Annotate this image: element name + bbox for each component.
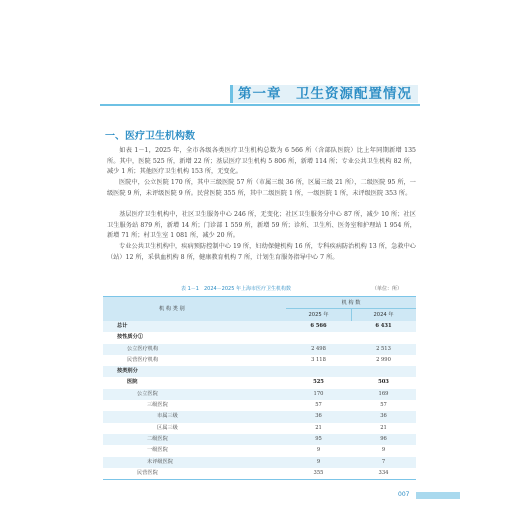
- paragraph-4: 专业公共卫生机构中，疾病预防控制中心 19 所，妇幼保健机构 16 所，专科疾病防治机构 13 所，急救中心（站）12 所，采供血机构 8 所，健康教育机构 7 所，计划生育服务指导中心 7 所。: [107, 243, 416, 261]
- table-caption: 表 1－1 2024－2025 年上海市医疗卫生机构数: [181, 286, 291, 292]
- chapter-rule: [100, 104, 420, 106]
- table-row: 民营医疗机构 3 118 2 990: [127, 356, 391, 363]
- table-row: 按性质分①: [117, 334, 143, 341]
- table-row: 二级医院 95 96: [103, 434, 416, 445]
- paragraph-3: 基层医疗卫生机构中，社区卫生服务中心 246 所，无变化；社区卫生服务分中心 87 所，减少 10 所；社区卫生服务站 879 所，新增 14 所；门诊部 1 559 所，新增 59 所；诊所、卫生所、医务室和护理站 1 954 所，新增 71 所；村卫生室 1 081 所，减少 20 所。: [107, 211, 416, 240]
- table-header: [103, 296, 416, 321]
- paragraph-1: 如表 1－1，2025 年，全市各级各类医疗卫生机构总数为 6 566 所（含部队医院）比上年同期新增 135 所。其中，医院 525 所，新增 22 所；基层医疗卫生机构 5 806 所，新增 114 所；专业公共卫生机构 82 所，减少 1 所；其他医疗卫生机构 153 所，无变化。: [107, 147, 416, 176]
- chapter-title: 第一章 卫生资源配置情况: [238, 86, 412, 102]
- header-category: 机 构 类 别: [159, 306, 185, 312]
- table-row: 总计 6 566 6 431: [103, 321, 416, 332]
- page-number: 007: [398, 491, 410, 498]
- table-row: 民营医院 355 334: [137, 469, 389, 476]
- table-row: 一级医院 9 9: [147, 447, 386, 454]
- data-table: [103, 296, 416, 480]
- table-unit: （单位：所）: [372, 286, 403, 292]
- table-row: 未评级医院 9 7: [103, 457, 416, 468]
- header-year-2024: 2024 年: [373, 312, 394, 318]
- header-year-2025: 2025 年: [308, 312, 329, 318]
- table-row: 医院 525 503: [127, 379, 389, 386]
- paragraph-2: 医院中，公立医院 170 所，其中三级医院 57 所（市属三级 36 所，区属三级 21 所），二级医院 95 所，一级医院 9 所，未评级医院 9 所。民营医院 355 所，其中二级医院 1 所，一级医院 1 所，未评级医院 353 所。: [107, 179, 416, 197]
- folio-bar: [416, 492, 460, 499]
- table-row: 按类别分: [103, 366, 416, 377]
- section-title: 一、医疗卫生机构数: [105, 131, 195, 142]
- table-row: 市属三级 36 36: [103, 411, 416, 422]
- table-row: 三级医院 57 57: [147, 402, 387, 409]
- header-group: 机 构 数: [341, 300, 361, 306]
- table-row: 公立医院 170 169: [103, 389, 416, 400]
- table-row: 区属三级 21 21: [157, 424, 387, 431]
- table-row: 公立医疗机构 2 498 2 513: [103, 344, 416, 355]
